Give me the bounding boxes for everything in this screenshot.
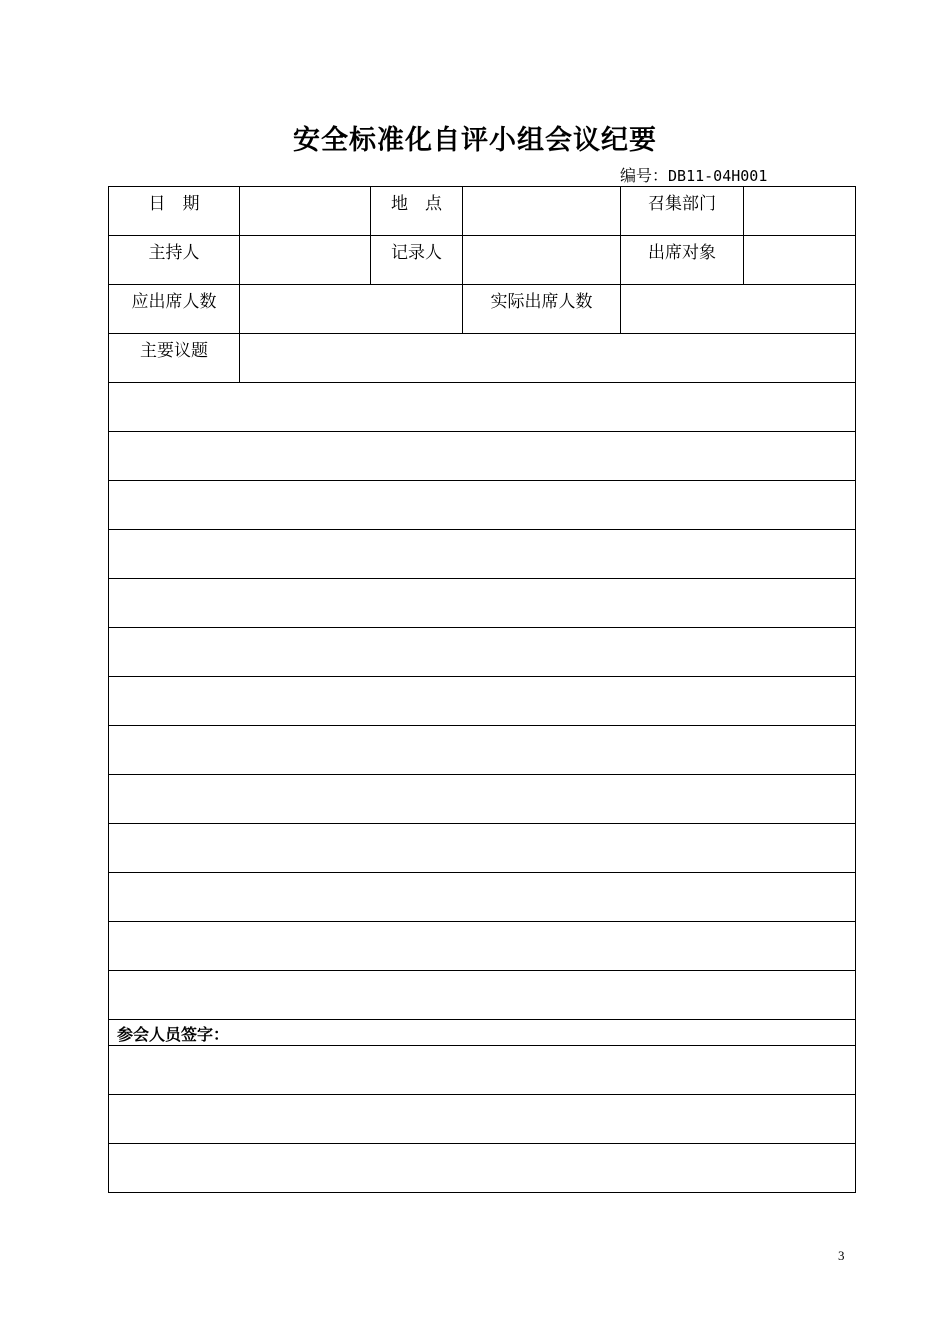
location-label: 地 点 (371, 187, 463, 236)
form-row-host (109, 236, 856, 285)
attendees-label: 出席对象 (621, 236, 744, 285)
actual-count-label: 实际出席人数 (463, 285, 621, 334)
expected-count-label: 应出席人数 (109, 285, 240, 334)
content-line[interactable] (109, 971, 856, 1020)
convening-dept-field[interactable] (744, 187, 856, 236)
document-number-value: DB11-04H001 (668, 167, 768, 185)
content-line[interactable] (109, 726, 856, 775)
document-title: 安全标准化自评小组会议纪要 (293, 125, 657, 156)
content-line[interactable] (109, 432, 856, 481)
content-row (109, 677, 856, 726)
signature-row (109, 1144, 856, 1193)
content-line[interactable] (109, 628, 856, 677)
signature-line[interactable] (109, 1144, 856, 1193)
content-line[interactable] (109, 530, 856, 579)
signature-header-row (109, 1020, 856, 1046)
content-line[interactable] (109, 775, 856, 824)
content-row (109, 481, 856, 530)
host-label: 主持人 (109, 236, 240, 285)
content-line[interactable] (109, 922, 856, 971)
document-number-label: 编号： (620, 166, 669, 185)
content-line[interactable] (109, 481, 856, 530)
content-row (109, 775, 856, 824)
content-line[interactable] (109, 873, 856, 922)
form-row-date (109, 187, 856, 236)
signature-line[interactable] (109, 1046, 856, 1095)
content-row (109, 432, 856, 481)
form-row-count (109, 285, 856, 334)
signature-label: 参会人员签字： (109, 1020, 856, 1046)
signature-line[interactable] (109, 1095, 856, 1144)
content-row (109, 726, 856, 775)
date-label: 日 期 (109, 187, 240, 236)
page-number: 3 (838, 1248, 845, 1263)
content-line[interactable] (109, 383, 856, 432)
attendees-field[interactable] (744, 236, 856, 285)
expected-count-field[interactable] (240, 285, 463, 334)
content-row (109, 824, 856, 873)
date-field[interactable] (240, 187, 371, 236)
main-topic-label: 主要议题 (109, 334, 240, 383)
content-row (109, 971, 856, 1020)
content-line[interactable] (109, 579, 856, 628)
form-row-topic (109, 334, 856, 383)
main-topic-field[interactable] (240, 334, 856, 383)
signature-row (109, 1095, 856, 1144)
content-row (109, 383, 856, 432)
recorder-field[interactable] (463, 236, 621, 285)
actual-count-field[interactable] (621, 285, 856, 334)
content-line[interactable] (109, 824, 856, 873)
content-row (109, 530, 856, 579)
location-field[interactable] (463, 187, 621, 236)
content-row (109, 628, 856, 677)
signature-row (109, 1046, 856, 1095)
recorder-label: 记录人 (371, 236, 463, 285)
content-row (109, 873, 856, 922)
document-number (620, 163, 767, 186)
content-line[interactable] (109, 677, 856, 726)
convening-dept-label: 召集部门 (621, 187, 744, 236)
content-row (109, 922, 856, 971)
content-row (109, 579, 856, 628)
meeting-minutes-form (108, 186, 856, 1193)
host-field[interactable] (240, 236, 371, 285)
